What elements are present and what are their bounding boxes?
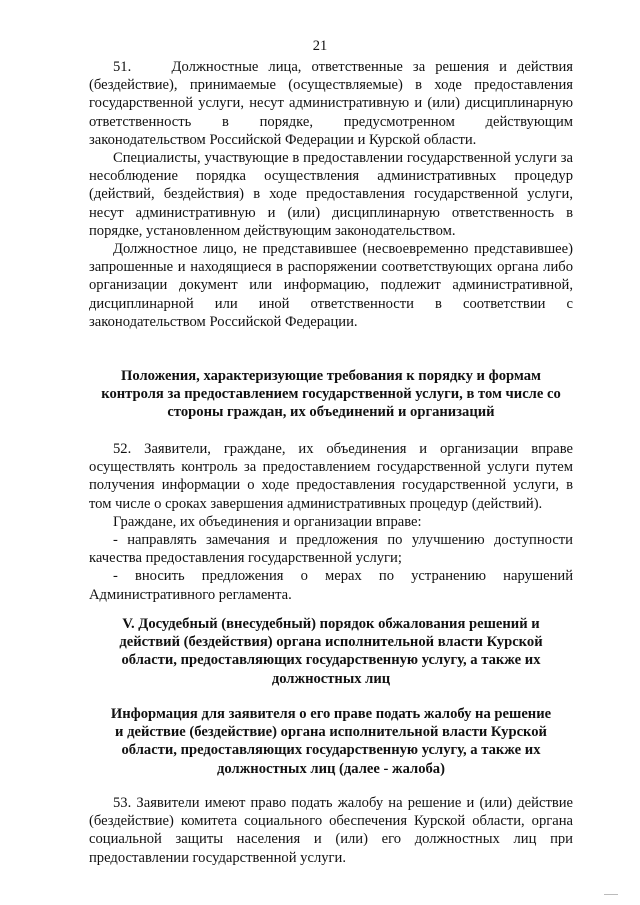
paragraph-rights-intro: Граждане, их объединения и организации вправе: [113, 513, 422, 530]
heading-control-requirements [89, 367, 573, 422]
section-53 [89, 794, 573, 867]
paragraph-rights-item-1: - направлять замечания и предложения по улучшению доступности качества предоставления государственной услуги; [89, 532, 573, 567]
heading-line: действий (бездействия) органа исполнительной власти Курской [119, 634, 543, 651]
section-52 [89, 440, 573, 604]
paragraph-official: Должностное лицо, не представившее (несвоевременно представившее) запрошенные и находящиеся в распоряжении соответствующих органа либо организации документ или информацию, подлежит административной, дисциплинарной или иной ответственности в соответствии с законодательством Российской Федерации. [89, 241, 573, 330]
heading-section-v [89, 615, 573, 688]
heading-line: контроля за предоставлением государственной услуги, в том числе со [101, 386, 561, 403]
page-number: 21 [312, 38, 328, 54]
scan-edge-mark [604, 882, 618, 895]
heading-line: должностных лиц (далее - жалоба) [217, 760, 445, 777]
heading-line: стороны граждан, их объединений и организаций [167, 404, 495, 421]
paragraph-rights-item-2: - вносить предложения о мерах по устранению нарушений Административного регламента. [89, 568, 573, 603]
paragraph-specialists: Специалисты, участвующие в предоставлении государственной услуги за несоблюдение порядка осуществления административных процедур (действий, бездействия) в ходе предоставления государственной услуги, несут административную и (или) дисциплинарную ответственность в порядке, установленном действующим законодательством. [89, 150, 573, 239]
heading-line: области, предоставляющих государственную услугу, а также их [121, 742, 541, 759]
section-51 [89, 58, 573, 331]
paragraph-52: 52. Заявители, граждане, их объединения и организации вправе осуществлять контроль за предоставлением государственной услуги путем получения информации о ходе предоставления государственной услуги, в том числе о сроках завершения административных процедур (действий). [89, 441, 573, 512]
heading-complaint-info [89, 705, 573, 778]
heading-line: Положения, характеризующие требования к порядку и формам [121, 368, 541, 384]
paragraph-53: 53. Заявители имеют право подать жалобу на решение и (или) действие (бездействие) комитета социального обеспечения Курской области, органа социальной защиты населения и (или) его должностных лиц при предоставлении государственной услуги. [89, 795, 573, 866]
heading-line: и действие (бездействие) органа исполнительной власти Курской [115, 724, 547, 741]
heading-line: области, предоставляющих государственную услугу, а также их [121, 652, 541, 669]
heading-line: V. Досудебный (внесудебный) порядок обжалования решений и [122, 616, 540, 632]
paragraph-51: 51. Должностные лица, ответственные за решения и действия (бездействие), принимаемые (осуществляемые) в ходе предоставления государственной услуги, несут административную и (или) дисциплинарную ответственность в порядке, предусмотренном действующим законодательством Российской Федерации и Курской области. [89, 59, 573, 148]
heading-line: должностных лиц [271, 670, 391, 687]
heading-line: Информация для заявителя о его праве подать жалобу на решение [110, 706, 552, 722]
